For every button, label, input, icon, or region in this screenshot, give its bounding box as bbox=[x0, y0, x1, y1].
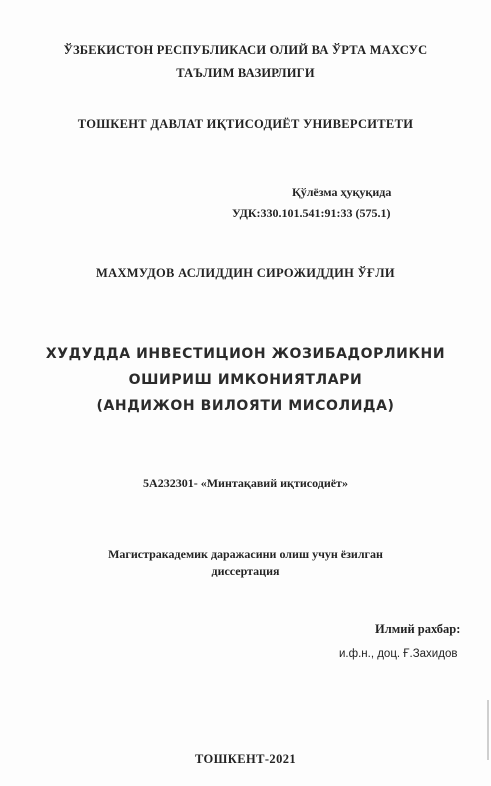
dissertation-title-line2: ОШИРИШ ИМКОНИЯТЛАРИ bbox=[128, 372, 363, 388]
ministry-name-line1: ЎЗБЕКИСТОН РЕСПУБЛИКАСИ ОЛИЙ ВА ЎРТА МАХСУС bbox=[63, 43, 428, 57]
supervisor-label: Илмий рахбар: bbox=[375, 622, 461, 636]
ministry-name-line2: ТАЪЛИМ ВАЗИРЛИГИ bbox=[176, 66, 315, 80]
scan-edge-mark bbox=[487, 700, 489, 760]
manuscript-rights: Қўлёзма ҳуқуқида bbox=[292, 185, 392, 199]
degree-purpose-line1: Магистракадемик даражасини олиш учун ёзилган bbox=[108, 547, 383, 561]
author-name: МАХМУДОВ АСЛИДДИН СИРОЖИДДИН ЎҒЛИ bbox=[96, 266, 395, 280]
dissertation-title-line1: ХУДУДДА ИНВЕСТИЦИОН ЖОЗИБАДОРЛИКНИ bbox=[45, 346, 446, 362]
university-name: ТОШКЕНТ ДАВЛАТ ИҚТИСОДИЁТ УНИВЕРСИТЕТИ bbox=[77, 117, 414, 131]
degree-purpose-line2: диссертация bbox=[211, 564, 280, 578]
udk-code: УДК:330.101.541:91:33 (575.1) bbox=[232, 206, 391, 220]
supervisor-name: и.ф.н., доц. Ғ.Захидов bbox=[339, 648, 458, 660]
dissertation-title-line3: (АНДИЖОН ВИЛОЯТИ МИСОЛИДА) bbox=[96, 398, 395, 414]
city-year: ТОШКЕНТ-2021 bbox=[194, 752, 297, 766]
specialty-code: 5А232301- «Минтақавий иқтисодиёт» bbox=[143, 476, 348, 490]
